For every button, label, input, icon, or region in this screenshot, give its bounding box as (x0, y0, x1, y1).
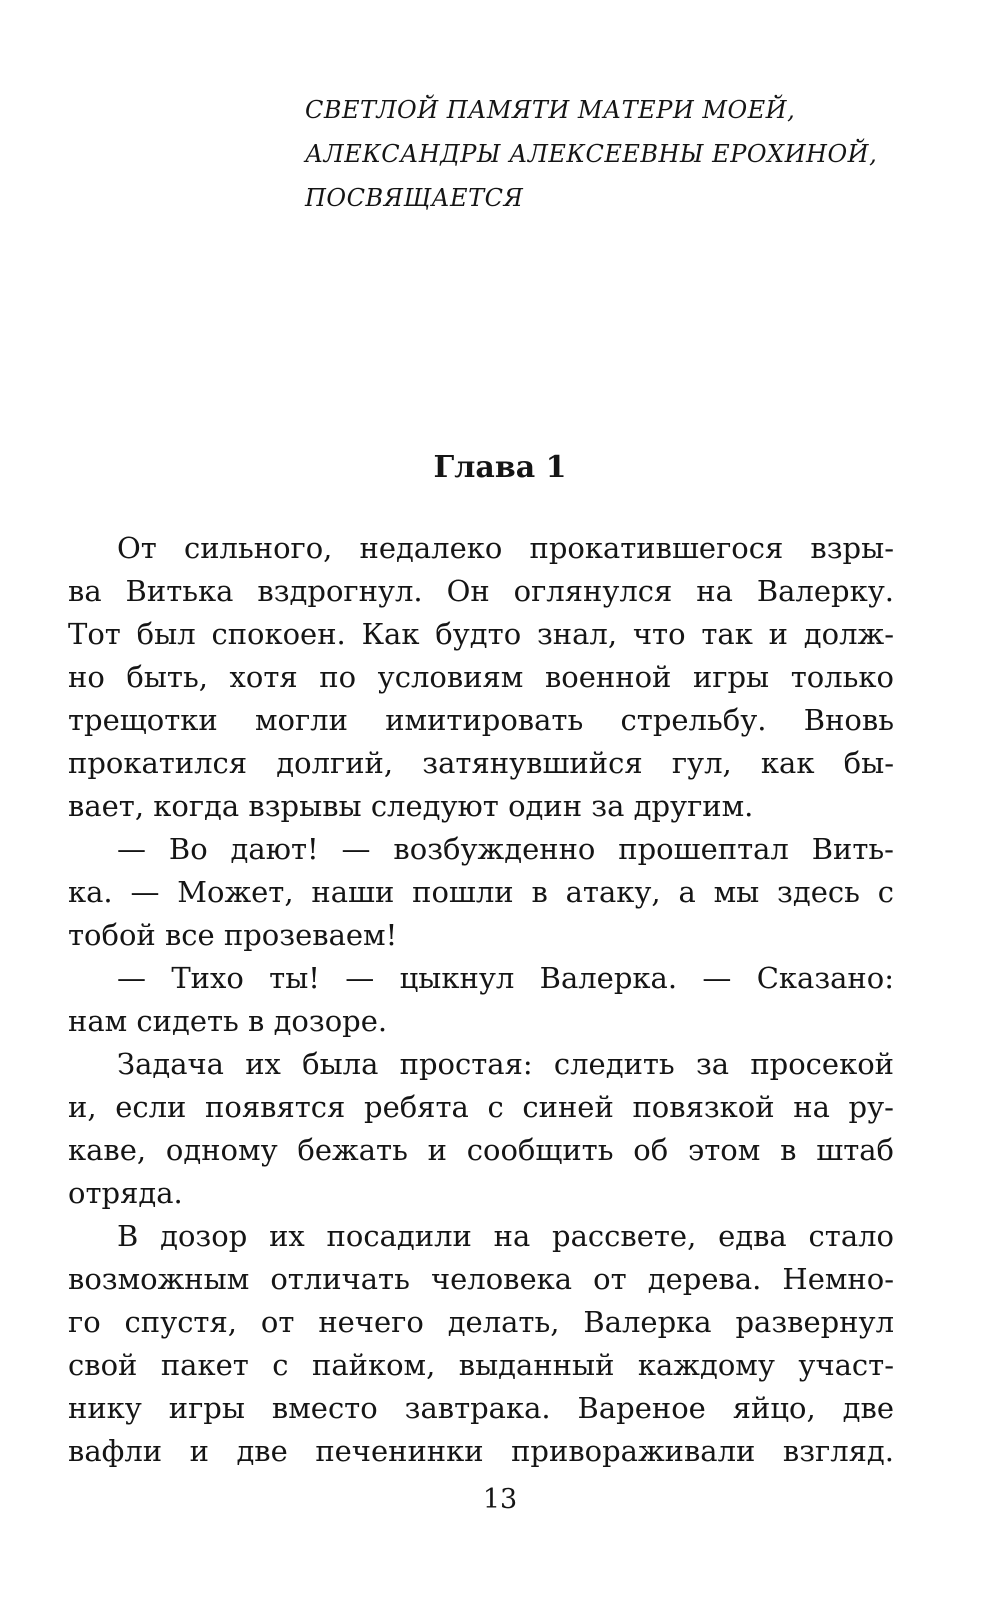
text-line: отряда. (68, 1176, 183, 1210)
dedication-line: ПОСВЯЩАЕТСЯ (305, 184, 524, 212)
text-line: вафли и две печенинки привораживали взгляд. (68, 1434, 894, 1468)
text-line: Задача их была простая: следить за просекой (117, 1047, 894, 1081)
text-line: ва Витька вздрогнул. Он оглянулся на Валерку. (68, 574, 894, 608)
text-line: тобой все прозеваем! (68, 918, 398, 952)
dedication-line: СВЕТЛОЙ ПАМЯТИ МАТЕРИ МОЕЙ, (305, 96, 796, 124)
text-line: В дозор их посадили на рассвете, едва стало (117, 1219, 894, 1253)
text-line: возможным отличать человека от дерева. Немно- (68, 1262, 894, 1296)
text-line: ка. — Может, наши пошли в атаку, а мы здесь с (68, 875, 894, 909)
text-line: но быть, хотя по условиям военной игры только (68, 660, 894, 694)
text-line: Тот был спокоен. Как будто знал, что так и долж- (68, 617, 894, 651)
chapter-title: Глава 1 (433, 450, 567, 485)
text-line: свой пакет с пайком, выданный каждому участ- (68, 1348, 894, 1382)
text-line: трещотки могли имитировать стрельбу. Вновь (68, 703, 894, 737)
text-line: каве, одному бежать и сообщить об этом в штаб (68, 1133, 894, 1167)
text-line: нику игры вместо завтрака. Вареное яйцо, две (68, 1391, 894, 1425)
page-number: 13 (482, 1484, 518, 1515)
text-line: прокатился долгий, затянувшийся гул, как бы- (68, 746, 894, 780)
dedication-line: АЛЕКСАНДРЫ АЛЕКСЕЕВНЫ ЕРОХИНОЙ, (305, 140, 878, 168)
text-line: и, если появятся ребята с синей повязкой на ру- (68, 1090, 894, 1124)
text-line: нам сидеть в дозоре. (68, 1004, 388, 1038)
text-line: вает, когда взрывы следуют один за другим. (68, 789, 754, 823)
text-line: — Тихо ты! — цыкнул Валерка. — Сказано: (117, 961, 894, 995)
text-line: го спустя, от нечего делать, Валерка развернул (68, 1305, 894, 1339)
body-text (68, 527, 894, 1473)
dedication (305, 88, 925, 220)
text-line: От сильного, недалеко прокатившегося взры- (117, 531, 894, 565)
text-line: — Во дают! — возбужденно прошептал Вить- (117, 832, 894, 866)
